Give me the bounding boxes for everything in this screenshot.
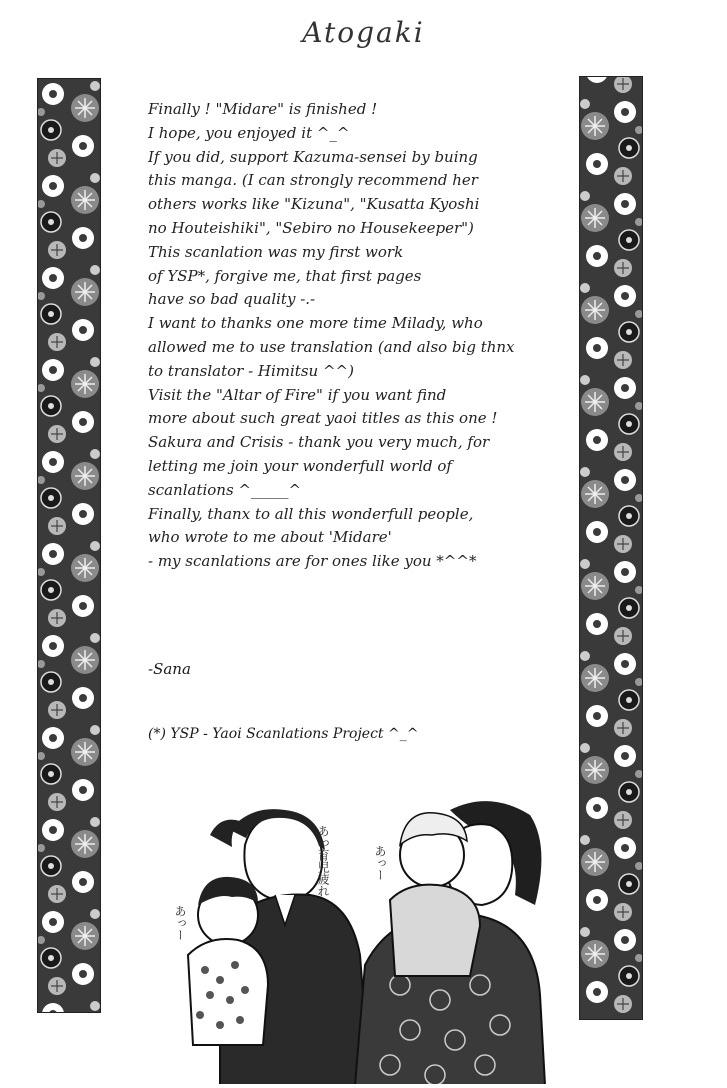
note-line: Visit the "Altar of Fire" if you want find	[148, 385, 447, 404]
note-line: Finally ! "Midare" is finished !	[148, 100, 378, 118]
note-line: scanlations ^_____^	[148, 480, 302, 499]
sfx-text-1: あっ育児疲れ	[316, 825, 330, 897]
page-title: Atogaki	[302, 16, 425, 49]
note-line: have so bad quality -.-	[148, 290, 316, 309]
note-line: of YSP*, forgive me, that first pages	[148, 266, 422, 285]
note-line: no Houteishiki", "Sebiro no Housekeeper")	[148, 218, 474, 237]
note-line: others works like "Kizuna", "Kusatta Kyoshi	[148, 195, 480, 214]
note-line: This scanlation was my first work	[148, 242, 404, 261]
sfx-text-3: あっー	[373, 845, 387, 881]
note-line: I hope, you enjoyed it ^_^	[148, 123, 350, 142]
floral-pattern-left	[37, 78, 101, 1013]
sfx-text-2: あっー	[173, 905, 187, 941]
left-decorative-border	[37, 78, 101, 1013]
note-line: to translator - Himitsu ^^)	[148, 361, 354, 380]
note-line: If you did, support Kazuma-sensei by buing	[148, 147, 478, 166]
note-line: letting me join your wonderfull world of	[148, 456, 452, 475]
note-line: who wrote to me about 'Midare'	[148, 528, 392, 547]
sfx-text-4: ふっ…	[526, 850, 540, 886]
right-decorative-border	[579, 76, 643, 1020]
left-child-figure	[188, 877, 268, 1045]
note-line: - my scanlations are for ones like you *^^*	[148, 552, 477, 571]
characters-drawing	[150, 785, 570, 1084]
note-line: more about such great yaoi titles as this one !	[148, 409, 498, 428]
note-line: allowed me to use translation (and also big thnx	[148, 337, 515, 356]
right-child-figure	[390, 813, 480, 976]
floral-pattern-right	[579, 76, 643, 1020]
note-line: I want to thanks one more time Milady, who	[148, 314, 483, 333]
footnote: (*) YSP - Yaoi Scanlations Project ^_^	[148, 726, 419, 742]
note-line: Finally, thanx to all this wonderfull people,	[148, 504, 474, 523]
note-line: Sakura and Crisis - thank you very much, for	[148, 433, 490, 452]
signature: -Sana	[148, 660, 191, 678]
note-body	[148, 98, 568, 574]
manga-illustration	[150, 785, 570, 1084]
note-line: this manga. (I can strongly recommend her	[148, 171, 478, 190]
